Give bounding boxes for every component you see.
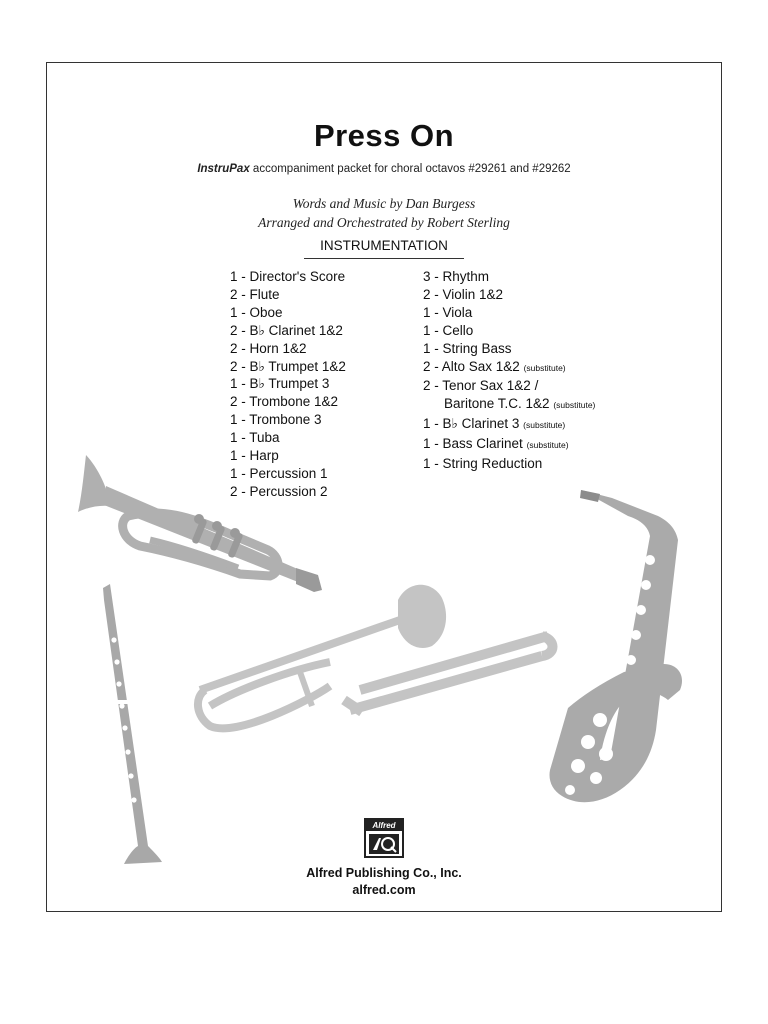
instrumentation-list-left xyxy=(230,268,346,501)
trombone-icon xyxy=(198,585,553,729)
list-item: 1 - B♭ Trumpet 3 xyxy=(230,376,330,392)
publisher-name: Alfred Publishing Co., Inc. xyxy=(306,866,462,880)
logo-word: Alfred xyxy=(366,820,402,831)
substitute-note: (substitute) xyxy=(523,420,566,431)
list-item xyxy=(423,322,595,340)
list-item xyxy=(423,268,595,286)
list-item: 1 - Harp xyxy=(230,448,279,464)
list-item xyxy=(423,304,595,322)
list-item xyxy=(423,377,595,395)
subtitle xyxy=(0,163,768,175)
credit-words-music: Words and Music by Dan Burgess xyxy=(292,196,476,211)
list-item: 2 - Horn 1&2 xyxy=(230,340,307,356)
list-item: 2 - B♭ Trumpet 1&2 xyxy=(230,358,346,374)
list-item-text: 1 - String Bass xyxy=(423,340,512,356)
list-item: 1 - Tuba xyxy=(230,430,280,446)
list-item: 1 - Oboe xyxy=(230,304,283,320)
alfred-logo xyxy=(364,818,404,858)
list-item-text: 2 - Tenor Sax 1&2 / xyxy=(423,378,539,394)
list-item-text: 1 - Cello xyxy=(423,322,474,338)
list-item: 2 - Percussion 2 xyxy=(230,483,328,499)
instrumentation-list-right xyxy=(423,268,595,473)
list-item xyxy=(423,340,595,358)
list-item-text: 2 - Violin 1&2 xyxy=(423,286,504,302)
instrumentation-heading: INSTRUMENTATION xyxy=(320,238,448,253)
list-item xyxy=(423,455,595,473)
list-item xyxy=(423,415,595,435)
list-item-text: 1 - Bass Clarinet xyxy=(423,436,523,452)
substitute-note: (substitute) xyxy=(553,400,596,411)
list-item: 1 - Director's Score xyxy=(230,269,346,284)
list-item-text: Baritone T.C. 1&2 xyxy=(444,396,550,412)
substitute-note: (substitute) xyxy=(526,440,569,451)
list-item-text: 1 - B♭ Clarinet 3 xyxy=(423,416,520,432)
list-item: 1 - Trombone 3 xyxy=(230,412,322,428)
list-item xyxy=(423,286,595,304)
list-item-text: 2 - Alto Sax 1&2 xyxy=(423,358,520,374)
saxophone-icon xyxy=(550,490,683,802)
subtitle-brand: InstruPax xyxy=(197,163,250,175)
list-item-text: 3 - Rhythm xyxy=(423,269,490,284)
substitute-note: (substitute) xyxy=(523,362,566,373)
list-item: 2 - B♭ Clarinet 1&2 xyxy=(230,322,343,338)
subtitle-text: accompaniment packet for choral octavos #29261 and #29262 xyxy=(249,163,571,175)
publisher-website: alfred.com xyxy=(352,883,416,897)
credit-arranged: Arranged and Orchestrated by Robert Sterling xyxy=(258,215,510,230)
logo-mark-icon xyxy=(369,834,399,854)
list-item: 2 - Flute xyxy=(230,286,280,302)
list-item: 1 - Percussion 1 xyxy=(230,465,328,481)
list-item xyxy=(423,395,595,415)
page-title: Press On xyxy=(313,118,455,153)
list-item: 2 - Trombone 1&2 xyxy=(230,394,339,410)
heading-divider xyxy=(304,258,464,259)
list-item xyxy=(423,358,595,378)
list-item-text: 1 - String Reduction xyxy=(423,456,543,472)
list-item xyxy=(423,435,595,455)
list-item-text: 1 - Viola xyxy=(423,304,473,320)
clarinet-icon xyxy=(103,584,162,864)
